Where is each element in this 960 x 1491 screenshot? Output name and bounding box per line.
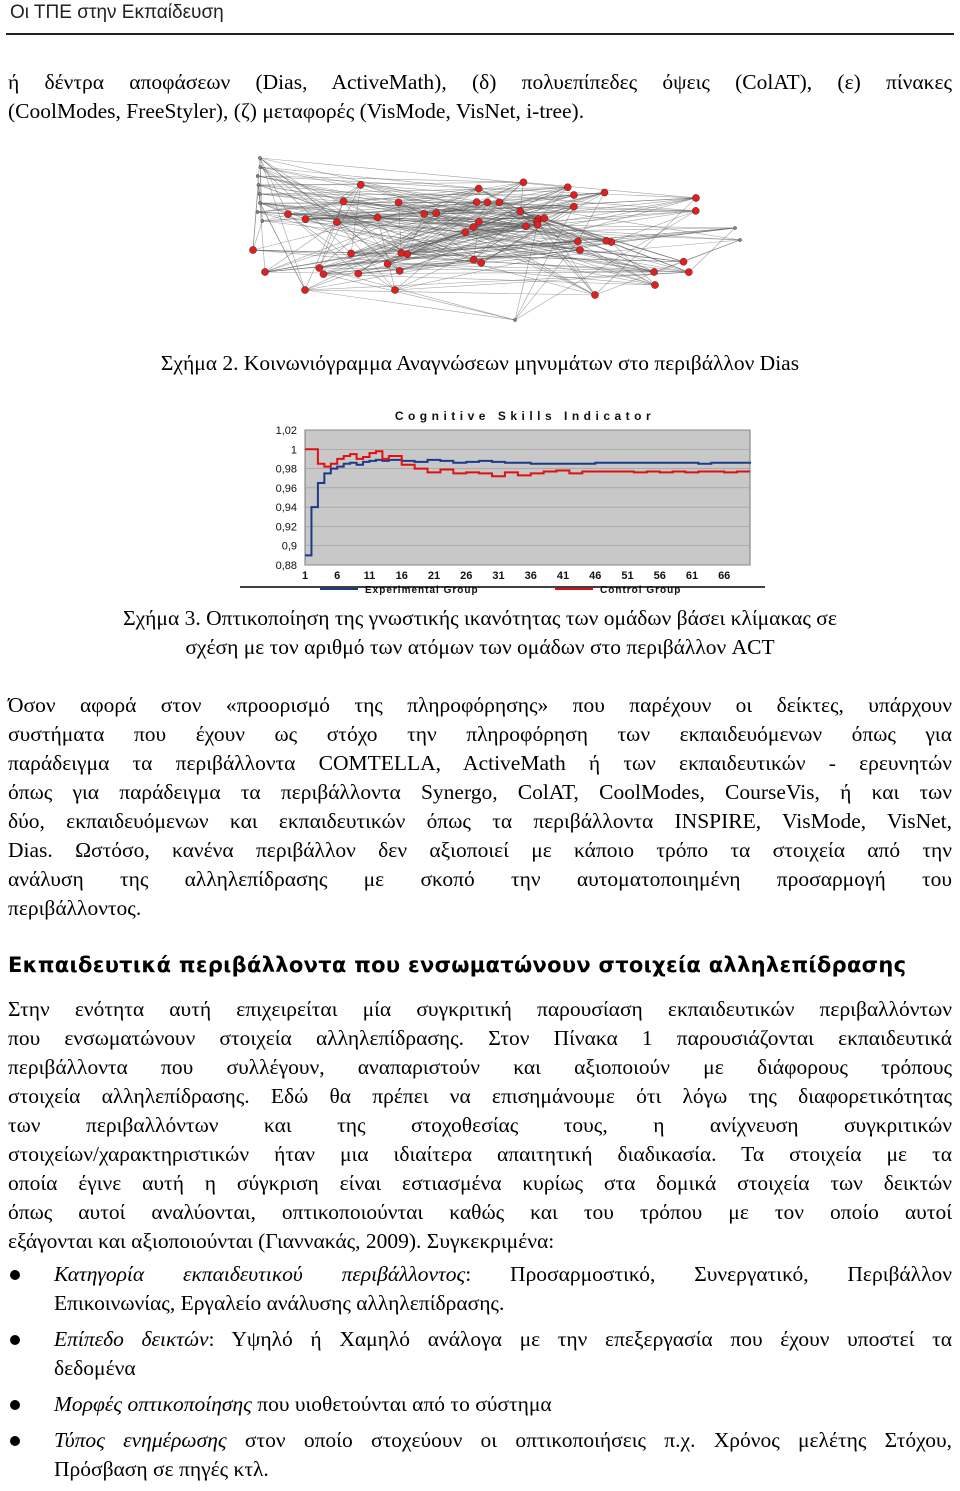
text-line	[54, 1426, 952, 1455]
x-tick-label: 31	[492, 570, 504, 582]
sociogram-node	[685, 269, 692, 276]
sociogram-node	[256, 174, 259, 177]
y-tick-label: 1,02	[276, 425, 297, 437]
x-tick-label: 66	[718, 570, 730, 582]
sociogram-node	[333, 219, 340, 226]
text-line: Όσον αφορά στον «προορισμό της πληροφόρησης» που παρέχουν οι δείκτες, υπάρχουν	[8, 691, 952, 720]
sociogram-node	[603, 237, 610, 244]
caption-line: Σχήμα 3. Οπτικοποίηση της γνωστικής ικανότητας των ομάδων βάσει κλίμακας σε	[60, 604, 900, 633]
sociogram-node	[391, 286, 398, 293]
sociogram-node	[249, 246, 256, 253]
sociogram-node	[576, 246, 583, 253]
sociogram-node	[651, 268, 658, 275]
sociogram-node	[570, 203, 577, 210]
text-line: ανάλυση της αλληλεπίδρασης με σκοπό την αυτοματοποιημένη προσαρμογή του	[8, 865, 952, 894]
text-line: Στην ενότητα αυτή επιχειρείται μία συγκριτική παρουσίαση εκπαιδευτικών περιβαλλόντων	[8, 995, 952, 1024]
sociogram-node	[651, 281, 658, 288]
y-tick-label: 0,88	[276, 560, 297, 572]
y-tick-label: 0,9	[282, 541, 297, 553]
bullet-icon	[10, 1335, 20, 1345]
figure3-caption	[60, 604, 900, 662]
bullet-text: που υιοθετούνται από το σύστημα	[252, 1392, 552, 1416]
caption-line: σχέση με τον αριθμό των ατόμων των ομάδων στο περιβάλλον ACT	[60, 633, 900, 662]
sociogram-node	[520, 179, 527, 186]
sociogram-node	[398, 249, 405, 256]
figure2-caption: Σχήμα 2. Κοινωνιόγραμμα Αναγνώσεων μηνυμάτων στο περιβάλλον Dias	[0, 349, 960, 378]
running-header: Οι ΤΠΕ στην Εκπαίδευση	[10, 2, 224, 24]
sociogram-edge	[258, 185, 265, 272]
sociogram-node	[738, 238, 741, 241]
x-tick-label: 26	[460, 570, 472, 582]
sociogram-node	[473, 198, 480, 205]
sociogram-edge	[689, 228, 735, 272]
text-line: στοιχείων/χαρακτηριστικών ήταν μια ιδιαίτερα απαιτητική διαδικασία. Τα στοιχεία με τα	[8, 1140, 952, 1169]
sociogram-node	[261, 268, 268, 275]
sociogram-node	[522, 223, 529, 230]
text-line: ή δέντρα αποφάσεων (Dias, ActiveMath), (δ) πολυεπίπεδες όψεις (ColAT), (ε) πίνακες	[8, 68, 952, 97]
text-line	[54, 1325, 952, 1354]
text-line: που ενσωματώνουν στοιχεία αλληλεπίδρασης. Στον Πίνακα 1 παρουσιάζονται εκπαιδευτικά	[8, 1024, 952, 1053]
text-line: δεδομένα	[54, 1354, 952, 1383]
sociogram-node	[258, 156, 261, 159]
sociogram-edge	[305, 290, 515, 320]
x-tick-label: 1	[302, 570, 308, 582]
sociogram-edge	[265, 222, 337, 272]
text-line	[54, 1390, 952, 1419]
y-tick-label: 0,92	[276, 521, 297, 533]
bullet-text: : Προσαρμοστικό, Συνεργατικό, Περιβάλλον	[465, 1262, 952, 1286]
sociogram-node	[347, 250, 354, 257]
sociogram-node	[601, 189, 608, 196]
bullet-term: Κατηγορία εκπαιδευτικού περιβάλλοντος	[54, 1262, 465, 1286]
sociogram-edge	[319, 268, 515, 320]
sociogram-node	[475, 185, 482, 192]
list-item	[0, 1426, 952, 1484]
sociogram-node	[340, 198, 347, 205]
text-line: στοιχεία αλληλεπίδρασης. Εδώ θα πρέπει να επισημάνουμε ότι λόγω της διαφορετικότητας	[8, 1082, 952, 1111]
x-tick-label: 6	[334, 570, 340, 582]
sociogram-node	[259, 165, 262, 168]
x-tick-label: 61	[686, 570, 698, 582]
text-line: περιβάλλοντος.	[8, 894, 952, 923]
text-line: Dias. Ωστόσο, κανένα περιβάλλον δεν αξιοποιεί με κάποιο τρόπο τα στοιχεία από την	[8, 836, 952, 865]
section-heading: Εκπαιδευτικά περιβάλλοντα που ενσωματώνουν στοιχεία αλληλεπίδρασης	[8, 953, 906, 977]
body-paragraph-1	[8, 691, 952, 923]
sociogram-node	[421, 210, 428, 217]
text-line: παράδειγμα τα περιβάλλοντα COMTELLA, ActiveMath ή των εκπαιδευτικών - ερευνητών	[8, 749, 952, 778]
text-line: συστήματα που έχουν ως στόχο την πληροφόρηση των εκπαιδευόμενων όπως για	[8, 720, 952, 749]
sociogram-node	[591, 291, 598, 298]
bullet-icon	[10, 1270, 20, 1280]
sociogram-node	[478, 259, 485, 266]
legend-label: Experimental Group	[365, 585, 479, 596]
x-tick-label: 36	[525, 570, 537, 582]
x-tick-label: 11	[364, 570, 376, 582]
list-item	[0, 1260, 952, 1318]
sociogram-node	[396, 267, 403, 274]
text-line: όπως για παράδειγμα τα περιβάλλοντα Synergo, ColAT, CoolModes, CourseVis, ή και των	[8, 778, 952, 807]
sociogram-node	[517, 208, 524, 215]
x-tick-label: 51	[621, 570, 633, 582]
bullet-text: στον οποίο στοχεύουν οι οπτικοποιήσεις π.χ. Χρόνος μελέτης Στόχου,	[227, 1428, 952, 1452]
sociogram-edge	[305, 290, 595, 295]
bullet-list	[0, 1260, 960, 1491]
sociogram-node	[570, 191, 577, 198]
sociogram-node	[733, 226, 736, 229]
sociogram-node	[496, 199, 503, 206]
y-tick-label: 1	[291, 444, 297, 456]
text-line: των περιβαλλόντων και της στοχοθεσίας τους, η ανίχνευση συγκριτικών	[8, 1111, 952, 1140]
sociogram-node	[384, 260, 391, 267]
list-item	[0, 1390, 952, 1419]
sociogram-node	[316, 264, 323, 271]
x-tick-label: 41	[557, 570, 569, 582]
sociogram-node	[302, 216, 309, 223]
sociogram-node	[374, 214, 381, 221]
bullet-text: : Υψηλό ή Χαμηλό ανάλογα με την επεξεργασία που έχουν υποστεί τα	[209, 1327, 952, 1351]
sociogram-edge	[684, 240, 740, 262]
sociogram-node	[256, 210, 259, 213]
bullet-term: Επίπεδο δεικτών	[54, 1327, 209, 1351]
text-line: (CoolModes, FreeStyler), (ζ) μεταφορές (VisMode, VisNet, i-tree).	[8, 97, 952, 126]
header-rule	[6, 33, 954, 35]
x-tick-label: 21	[428, 570, 440, 582]
sociogram-edge	[595, 262, 684, 295]
sociogram-node	[284, 211, 291, 218]
bullet-icon	[10, 1400, 20, 1410]
sociogram-node	[301, 286, 308, 293]
sociogram-node	[261, 219, 264, 222]
sociogram-node	[680, 258, 687, 265]
text-line	[54, 1260, 952, 1289]
sociogram-node	[395, 199, 402, 206]
x-tick-label: 56	[654, 570, 666, 582]
sociogram-node	[574, 238, 581, 245]
sociogram-figure	[245, 150, 765, 335]
sociogram-node	[433, 210, 440, 217]
chart-title: Cognitive Skills Indicator	[395, 409, 655, 423]
list-item	[0, 1325, 952, 1383]
sociogram-node	[564, 184, 571, 191]
text-line: Επικοινωνίας, Εργαλείο ανάλυσης αλληλεπίδρασης.	[54, 1289, 952, 1318]
sociogram-node	[258, 192, 261, 195]
sociogram-node	[462, 229, 469, 236]
text-line: όπως αυτοί αναλύονται, οπτικοποιούνται καθώς και του τρόπου με τον οποίο αυτοί	[8, 1198, 952, 1227]
plot-area	[305, 430, 750, 565]
text-line: Πρόσβαση σε πηγές κτλ.	[54, 1455, 952, 1484]
bullet-term: Μορφές οπτικοποίησης	[54, 1392, 252, 1416]
sociogram-node	[484, 199, 491, 206]
y-tick-label: 0,96	[276, 483, 297, 495]
x-tick-label: 16	[396, 570, 408, 582]
y-tick-label: 0,98	[276, 464, 297, 476]
sociogram-edge	[257, 212, 655, 285]
sociogram-node	[513, 318, 516, 321]
sociogram-edge	[523, 182, 695, 198]
text-line: οποία έγινε αυτή η σύγκριση είναι εστιασμένα κυρίως στα δομικά στοιχεία των δεικτών	[8, 1169, 952, 1198]
text-line: περιβάλλοντα που συλλέγουν, αναπαριστούν και αξιοποιούν με διάφορους τρόπους	[8, 1053, 952, 1082]
text-line: εξάγονται και αξιοποιούνται (Γιαννακάς, 2009). Συγκεκριμένα:	[8, 1227, 952, 1256]
text-line: δύο, εκπαιδευόμενων και εκπαιδευτικών όπως τα περιβάλλοντα INSPIRE, VisMode, VisNet,	[8, 807, 952, 836]
sociogram-node	[257, 183, 260, 186]
bullet-term: Τύπος ενημέρωσης	[54, 1428, 227, 1452]
sociogram-node	[355, 270, 362, 277]
intro-paragraph	[8, 68, 952, 126]
x-tick-label: 46	[589, 570, 601, 582]
sociogram-node	[357, 181, 364, 188]
sociogram-node	[692, 207, 699, 214]
body-paragraph-2	[8, 995, 952, 1256]
sociogram-node	[534, 221, 541, 228]
sociogram-node	[692, 194, 699, 201]
sociogram-edges	[253, 158, 740, 320]
sociogram-node	[470, 223, 477, 230]
sociogram-node	[258, 201, 261, 204]
y-tick-label: 0,94	[276, 502, 297, 514]
cognitive-skills-chart	[240, 400, 770, 590]
sociogram-node	[541, 215, 548, 222]
sociogram-edge	[323, 274, 515, 320]
legend-label: Control Group	[600, 585, 681, 596]
sociogram-node	[470, 256, 477, 263]
sociogram-node	[475, 218, 482, 225]
bullet-icon	[10, 1436, 20, 1446]
sociogram-node	[320, 271, 327, 278]
